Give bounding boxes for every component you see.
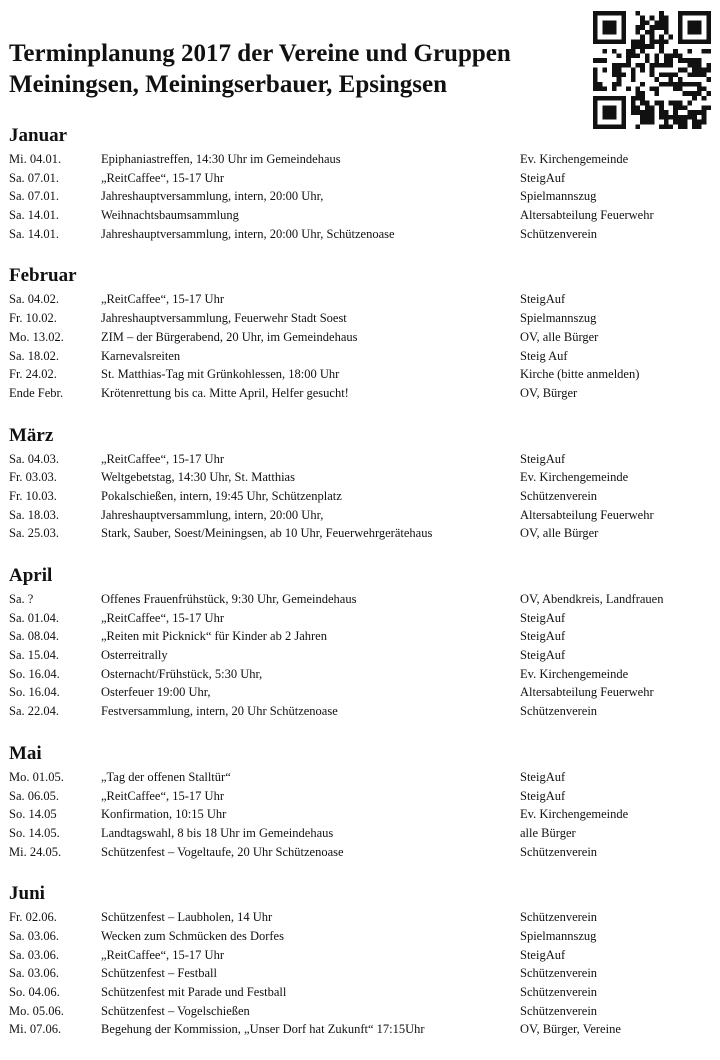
event-organizer: Ev. Kirchengemeinde: [520, 807, 629, 822]
event-description: Osternacht/Frühstück, 5:30 Uhr,: [101, 666, 263, 681]
event-description: Weihnachtsbaumsammlung: [101, 208, 239, 223]
event-row: [9, 908, 714, 927]
event-description: „Reiten mit Picknick“ für Kinder ab 2 Jahren: [101, 629, 327, 644]
event-organizer: Altersabteilung Feuerwehr: [520, 208, 654, 223]
event-date: Sa. 14.01.: [9, 226, 59, 241]
event-description: „ReitCaffee“, 15-17 Uhr: [101, 788, 224, 803]
event-description: Schützenfest mit Parade und Festball: [101, 985, 287, 999]
event-description: ZIM – der Bürgerabend, 20 Uhr, im Gemeindehaus: [101, 329, 358, 344]
month-section-maerz: [9, 424, 714, 543]
event-organizer: Spielmannszug: [520, 311, 597, 326]
event-date: Mi. 24.05.: [9, 844, 62, 859]
event-description: Festversammlung, intern, 20 Uhr Schützenoase: [101, 704, 338, 719]
event-description: „ReitCaffee“, 15-17 Uhr: [101, 292, 224, 307]
event-date: So. 16.04.: [9, 685, 60, 700]
event-description: Epiphaniastreffen, 14:30 Uhr im Gemeindehaus: [101, 152, 341, 166]
event-organizer: alle Bürger: [520, 825, 576, 840]
event-description: Pokalschießen, intern, 19:45 Uhr, Schützenplatz: [101, 488, 342, 503]
event-description: Schützenfest – Vogeltaufe, 20 Uhr Schützenoase: [101, 844, 344, 859]
event-row: [9, 702, 714, 721]
event-row: [9, 225, 714, 244]
event-description: Wecken zum Schmücken des Dorfes: [101, 928, 284, 943]
event-date: Sa. 18.03.: [9, 507, 59, 522]
event-organizer: Schützenverein: [520, 226, 598, 241]
event-row: [9, 665, 714, 684]
event-row: [9, 384, 714, 403]
event-description: Weltgebetstag, 14:30 Uhr, St. Matthias: [101, 470, 295, 485]
event-row: [9, 206, 714, 225]
event-organizer: SteigAuf: [520, 629, 566, 644]
event-organizer: OV, alle Bürger: [520, 526, 599, 541]
qr-code-icon: [593, 11, 711, 129]
event-organizer: Schützenverein: [520, 844, 598, 859]
event-organizer: Kirche (bitte anmelden): [520, 367, 640, 382]
title-line-1: Terminplanung 2017 der Vereine und Gruppen: [9, 40, 511, 67]
month-section-mai: [9, 742, 714, 861]
event-date: So. 14.05: [9, 807, 57, 822]
event-organizer: Schützenverein: [520, 966, 598, 981]
event-description: Stark, Sauber, Soest/Meiningsen, ab 10 Uhr, Feuerwehrgerätehaus: [101, 526, 433, 541]
event-date: So. 16.04.: [9, 666, 60, 681]
event-organizer: Ev. Kirchengemeinde: [520, 152, 629, 166]
event-description: „ReitCaffee“, 15-17 Uhr: [101, 947, 224, 962]
event-date: Sa. 04.03.: [9, 451, 59, 466]
event-date: Fr. 10.03.: [9, 488, 57, 503]
event-row: [9, 590, 714, 609]
event-row: [9, 1020, 714, 1039]
event-organizer: SteigAuf: [520, 769, 566, 784]
event-date: Mo. 05.06.: [9, 1003, 64, 1018]
event-description: Osterfeuer 19:00 Uhr,: [101, 685, 211, 700]
event-date: Sa. 04.02.: [9, 292, 59, 307]
event-organizer: OV, Bürger: [520, 385, 578, 400]
event-date: Fr. 24.02.: [9, 367, 57, 382]
page-title: [9, 38, 589, 100]
event-row: [9, 365, 714, 384]
event-date: Sa. 22.04.: [9, 704, 59, 719]
event-organizer: SteigAuf: [520, 788, 566, 803]
event-description: Jahreshauptversammlung, intern, 20:00 Uhr,: [101, 507, 324, 522]
event-organizer: OV, Abendkreis, Landfrauen: [520, 592, 664, 606]
event-date: Sa. 25.03.: [9, 526, 59, 541]
event-description: Osterreitrally: [101, 648, 168, 663]
month-heading: Mai: [9, 742, 42, 764]
event-date: Sa. 08.04.: [9, 629, 59, 644]
event-description: „ReitCaffee“, 15-17 Uhr: [101, 170, 224, 185]
event-row: [9, 309, 714, 328]
event-organizer: SteigAuf: [520, 610, 566, 625]
event-row: [9, 983, 714, 1002]
event-date: Mo. 01.05.: [9, 769, 64, 784]
event-date: Sa. 03.06.: [9, 928, 59, 943]
event-description: Karnevalsreiten: [101, 348, 181, 363]
event-date: Sa. ?: [9, 592, 34, 606]
event-description: Offenes Frauenfrühstück, 9:30 Uhr, Gemeindehaus: [101, 592, 357, 606]
event-organizer: Schützenverein: [520, 704, 598, 719]
event-organizer: Schützenverein: [520, 985, 598, 999]
event-row: [9, 609, 714, 628]
event-description: Begehung der Kommission, „Unser Dorf hat Zukunft“ 17:15Uhr: [101, 1022, 425, 1037]
month-heading: Juni: [9, 883, 45, 905]
event-row: [9, 487, 714, 506]
event-row: [9, 964, 714, 983]
event-date: Ende Febr.: [9, 385, 64, 400]
event-description: Schützenfest – Laubholen, 14 Uhr: [101, 910, 273, 925]
event-description: „ReitCaffee“, 15-17 Uhr: [101, 610, 224, 625]
event-description: Jahreshauptversammlung, Feuerwehr Stadt Soest: [101, 311, 347, 326]
month-heading: Februar: [9, 265, 77, 287]
event-organizer: Schützenverein: [520, 910, 598, 925]
schedule: [9, 124, 714, 1060]
event-row: [9, 150, 714, 169]
event-organizer: Ev. Kirchengemeinde: [520, 470, 629, 485]
month-section-januar: [9, 124, 714, 243]
event-date: Sa. 15.04.: [9, 648, 59, 663]
event-organizer: OV, Bürger, Vereine: [520, 1022, 621, 1037]
event-row: [9, 946, 714, 965]
event-row: [9, 468, 714, 487]
event-organizer: OV, alle Bürger: [520, 329, 599, 344]
event-description: Schützenfest – Vogelschießen: [101, 1003, 250, 1018]
event-description: Krötenrettung bis ca. Mitte April, Helfer gesucht!: [101, 385, 349, 400]
event-row: [9, 347, 714, 366]
month-heading: März: [9, 424, 54, 446]
month-section-april: [9, 564, 714, 721]
event-row: [9, 450, 714, 469]
event-row: [9, 683, 714, 702]
event-date: Sa. 07.01.: [9, 170, 59, 185]
event-row: [9, 824, 714, 843]
event-row: [9, 187, 714, 206]
title-line-2: Meiningsen, Meiningserbauer, Epsingsen: [9, 71, 448, 98]
event-organizer: SteigAuf: [520, 170, 566, 185]
event-organizer: Altersabteilung Feuerwehr: [520, 507, 654, 522]
event-row: [9, 506, 714, 525]
event-date: Sa. 14.01.: [9, 208, 59, 223]
event-organizer: Spielmannszug: [520, 928, 597, 943]
event-row: [9, 627, 714, 646]
event-row: [9, 768, 714, 787]
event-organizer: Spielmannszug: [520, 189, 597, 204]
event-description: St. Matthias-Tag mit Grünkohlessen, 18:00 Uhr: [101, 367, 340, 382]
event-description: Schützenfest – Festball: [101, 966, 217, 981]
event-description: Landtagswahl, 8 bis 18 Uhr im Gemeindehaus: [101, 825, 334, 840]
event-description: Jahreshauptversammlung, intern, 20:00 Uhr,: [101, 189, 324, 204]
event-organizer: Schützenverein: [520, 1003, 598, 1018]
event-date: Sa. 07.01.: [9, 189, 59, 204]
event-organizer: SteigAuf: [520, 648, 566, 663]
event-row: [9, 169, 714, 188]
event-row: [9, 524, 714, 543]
event-organizer: Altersabteilung Feuerwehr: [520, 685, 654, 700]
event-description: Jahreshauptversammlung, intern, 20:00 Uhr, Schützenoase: [101, 226, 395, 241]
event-date: Sa. 03.06.: [9, 947, 59, 962]
event-row: [9, 290, 714, 309]
event-date: Sa. 01.04.: [9, 610, 59, 625]
event-date: Mi. 04.01.: [9, 152, 62, 166]
event-row: [9, 843, 714, 862]
event-date: Mo. 13.02.: [9, 329, 64, 344]
event-date: Fr. 02.06.: [9, 910, 57, 925]
event-organizer: Ev. Kirchengemeinde: [520, 666, 629, 681]
event-row: [9, 805, 714, 824]
event-organizer: Steig Auf: [520, 348, 568, 363]
event-date: So. 04.06.: [9, 985, 60, 999]
event-row: [9, 787, 714, 806]
event-description: „ReitCaffee“, 15-17 Uhr: [101, 451, 224, 466]
month-heading: April: [9, 565, 53, 586]
event-row: [9, 927, 714, 946]
event-date: Sa. 18.02.: [9, 348, 59, 363]
event-row: [9, 328, 714, 347]
event-description: „Tag der offenen Stalltür“: [101, 769, 231, 784]
event-date: Sa. 06.05.: [9, 788, 59, 803]
event-date: Fr. 10.02.: [9, 311, 57, 326]
month-section-februar: [9, 264, 714, 402]
event-organizer: SteigAuf: [520, 451, 566, 466]
month-section-juni: [9, 882, 714, 1039]
event-date: Fr. 03.03.: [9, 470, 57, 485]
event-date: Mi. 07.06.: [9, 1022, 62, 1037]
month-heading: Januar: [9, 125, 68, 146]
event-organizer: Schützenverein: [520, 488, 598, 503]
event-description: Konfirmation, 10:15 Uhr: [101, 807, 227, 822]
event-date: So. 14.05.: [9, 825, 60, 840]
event-date: Sa. 03.06.: [9, 966, 59, 981]
event-organizer: SteigAuf: [520, 292, 566, 307]
event-row: [9, 646, 714, 665]
event-organizer: SteigAuf: [520, 947, 566, 962]
event-row: [9, 1002, 714, 1021]
